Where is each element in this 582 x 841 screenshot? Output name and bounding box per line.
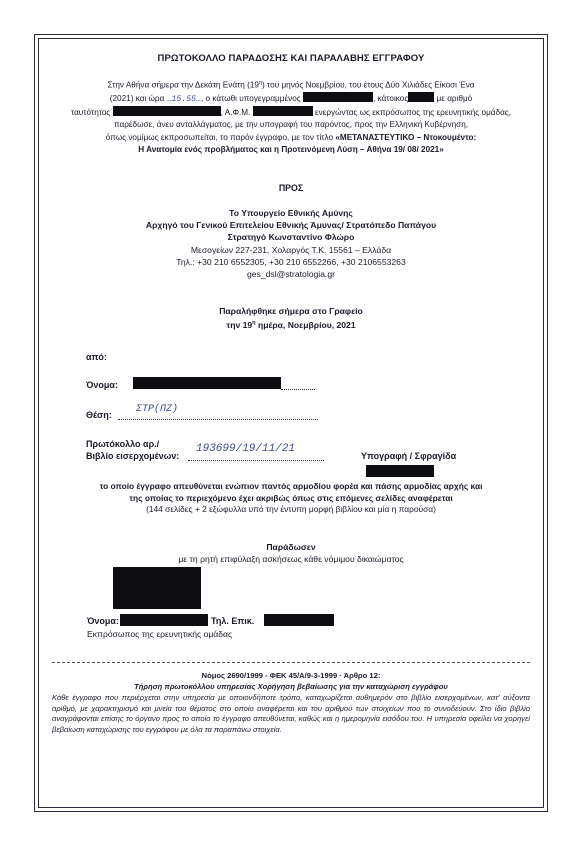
law-title: Νόμος 2690/1999 - ΦΕΚ 45/Α/9-3-1999 · Άρθρο 12: — [201, 671, 381, 680]
law-divider — [52, 662, 530, 663]
received-block — [40, 305, 542, 332]
redacted-residence — [408, 92, 434, 102]
delivered-reservation: με τη ρητή επιφύλαξη ασκήσεως κάθε νόμιμου δικαιώματος — [178, 554, 404, 564]
description-line-2: της οποίας το περιεχόμενο έχει ακριβώς όπως στις επόμενες σελίδες αναφέρεται — [129, 492, 453, 503]
recipient-ministry: Το Υπουργείο Εθνικής Αμύνης — [229, 208, 353, 218]
protocol-handwritten: 193699/19/11/21 — [196, 443, 296, 455]
from-label: από: — [86, 352, 107, 362]
intro-paragraph — [48, 77, 534, 156]
position-handwritten: ΣΤΡ(ΠΖ) — [136, 404, 179, 415]
recipient-chief: Αρχηγό του Γενικού Επιτελείου Εθνικής Άμυνας/ Στρατόπεδο Παπάγου — [145, 220, 437, 231]
signature-label: Υπογραφή / Σφραγίδα — [361, 451, 457, 461]
redacted-deliverer-phone — [264, 614, 334, 626]
recipient-general: Στρατηγό Κωνσταντίνο Φλώρο — [227, 232, 355, 243]
description-line-1: το οποίο έγγραφο απευθύνεται ενώπιον παντός αρμοδίου φορέα και πάσης αρμοδίας αρχής και — [99, 481, 483, 491]
name-label: Όνομα: — [86, 380, 118, 390]
intro-line-3: ταυτότητος , Α.Φ.Μ. ενεργώντας ως εκπρόσωπος της ερευνητικής ομάδας, — [70, 108, 512, 118]
pros-heading: ΠΡΟΣ — [278, 183, 304, 193]
intro-line-5: όπως νομίμως εκπροσωπείται, το παρόν έγγραφο, με τον τίτλο «ΜΕΤΑΝΑΣΤΕΥΤΙΚΟ – Ντοκουμέντο: — [105, 132, 477, 142]
deliverer-role: Εκπρόσωπος της ερευνητικής ομάδας — [87, 629, 233, 639]
document-description — [60, 481, 522, 516]
recipient-block — [40, 207, 542, 280]
position-label: Θέση: — [86, 410, 112, 420]
intro-line-6: Η Ανατομία ενός προβλήματος και η Προτεινόμενη Λύση – Αθήνα 19/ 08/ 2021» — [138, 144, 444, 154]
received-line-2: την $19^\eta$ ημέρα, Νοεμβρίου, 2021 — [226, 320, 356, 331]
redacted-deliverer-signature — [113, 567, 201, 609]
received-line-1: Παραλήφθηκε σήμερα στο Γραφείο — [219, 306, 363, 316]
protocol-label-2: Βιβλίο εισερχομένων: — [86, 451, 180, 461]
law-subtitle: Τήρηση πρωτοκόλλου υπηρεσίας Χορήγηση βεβαίωσης για την καταχώριση εγγράφου — [134, 681, 448, 691]
redacted-deliverer-name — [120, 614, 208, 626]
recipient-address: Μεσογείων 227-231, Χολαργός Τ.Κ. 15561 – Ελλάδα — [190, 244, 392, 255]
deliverer-phone-label: Τηλ. Επικ. — [211, 616, 255, 626]
document-title: ΠΡΩΤΟΚΟΛΛΟ ΠΑΡΑΔΟΣΗΣ ΚΑΙ ΠΑΡΑΛΑΒΗΣ ΕΓΓΡΑΦΟΥ — [157, 53, 425, 64]
deliverer-name-label: Όνομα: — [87, 616, 119, 626]
delivered-block — [40, 541, 542, 565]
redacted-signature — [366, 465, 434, 477]
law-excerpt — [52, 671, 530, 735]
delivered-title: Παράδωσεν — [266, 542, 316, 552]
protocol-label-1: Πρωτόκολλο αρ./ — [86, 439, 160, 449]
time-handwritten: …15.55… — [166, 94, 201, 104]
description-line-3: (144 σελίδες + 2 εξώφυλλα υπό την έντυπη μορφή βιβλίου και μία η παρούσα) — [146, 504, 436, 515]
recipient-phones: Τηλ.: +30 210 6552305, +30 210 6552266, +30 2106553263 — [176, 256, 406, 267]
intro-line-2: (2021) και ώρα …15.55…, ο κάτωθι υπογεγραμμένος , κάτοικος με αριθμό — [109, 93, 473, 104]
law-body: Κάθε έγγραφο που περιέρχεται στην υπηρεσία με οποιονδήποτε τρόπο, καταχωρίζεται αυθημερόν στο βιβλίο εισερχομένων, κατ' αύξοντα αριθμό, με χαρακτηρισμό και μνεία του θέματος στο οποίο αναφέρεται και του αριθμού των στοιχείων που το συνοδεύουν. Στο ίδιο βιβλίο αναγράφονται επίσης το όργανο προς το οποίο το έγγραφο απευθύνεται, καθώς και η ημερομηνία εισόδου του. Η υπηρεσία οφείλει να χορηγεί βεβαίωση καταχώρισης του εγγράφου με όλα τα παραπάνω στοιχεία. — [52, 693, 530, 734]
redacted-name — [303, 92, 373, 102]
redacted-afm — [253, 106, 313, 116]
recipient-email: ges_dsl@stratologia.gr — [246, 269, 336, 280]
redacted-id — [113, 106, 221, 116]
intro-line-4: παρέδωσε, άνευ ανταλλάγματος, με την υπογραφή του παρόντος, προς την Ελληνική Κυβέρνηση, — [113, 120, 469, 130]
intro-line-1: Στην Αθήνα σήμερα την Δεκάτη Ενάτη $(19^\eta)$ του μηνός Νοεμβρίου, του έτους Δύο Χιλιάδες Είκοσι Ένα — [107, 80, 475, 90]
name-dotted-line — [281, 380, 315, 390]
redacted-receiver-name — [133, 377, 281, 389]
